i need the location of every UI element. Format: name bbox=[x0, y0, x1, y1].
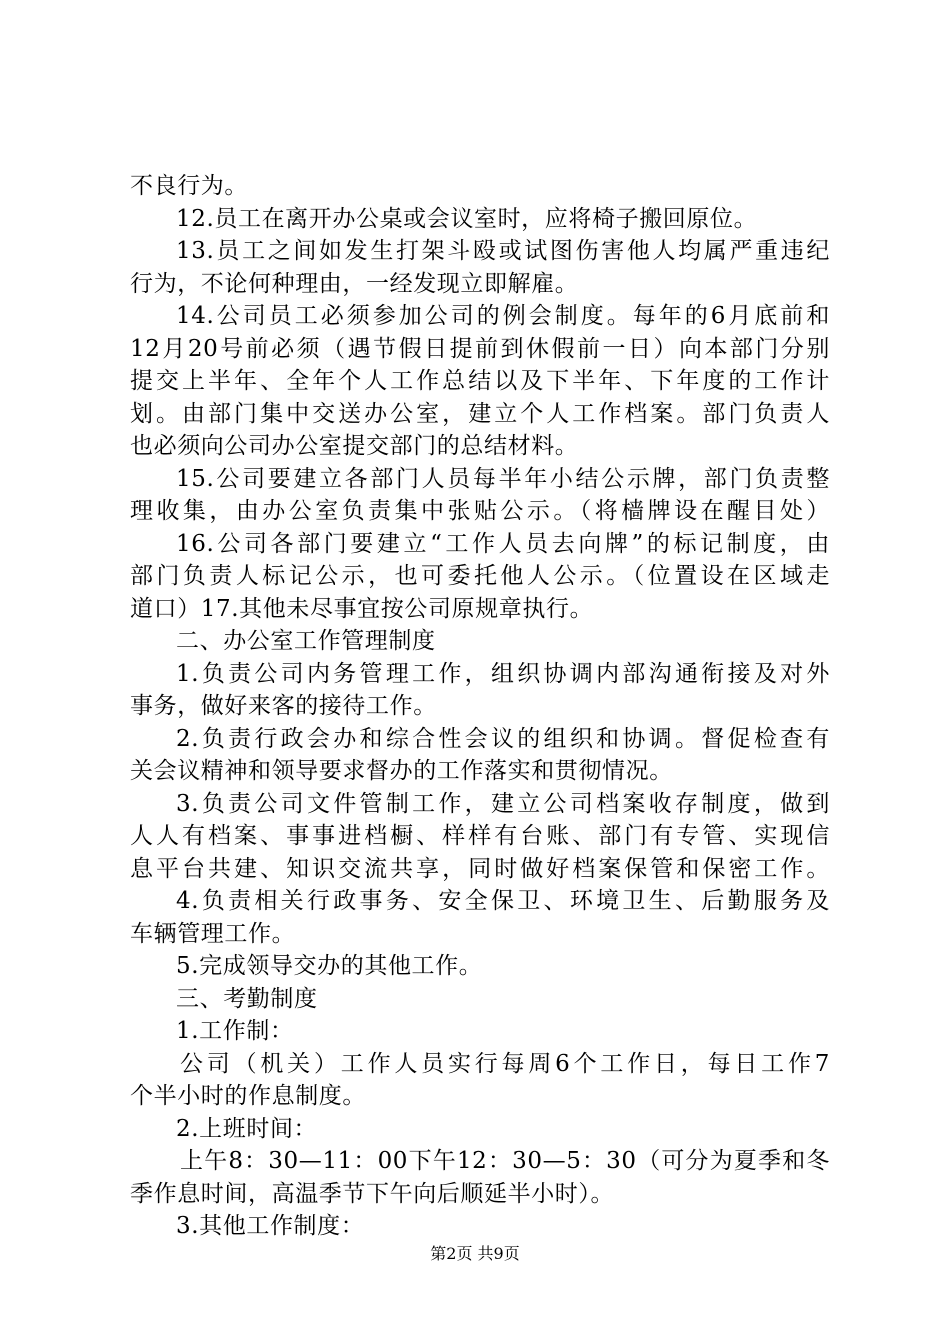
text-line: 提交上半年、全年个人工作总结以及下半年、下年度的工作计 bbox=[130, 368, 830, 394]
text-line: 关会议精神和领导要求督办的工作落实和贯彻情况。 bbox=[130, 758, 673, 784]
text-line: 3.其他工作制度： bbox=[176, 1213, 365, 1239]
page-footer bbox=[0, 1244, 950, 1264]
text-line: 16.公司各部门要建立“工作人员去向牌”的标记制度，由 bbox=[176, 530, 830, 557]
text-line: 12.员工在离开办公桌或会议室时，应将椅子搬回原位。 bbox=[176, 205, 758, 232]
text-line: 二、办公室工作管理制度 bbox=[176, 628, 436, 654]
text-line: 也必须向公司办公室提交部门的总结材料。 bbox=[130, 433, 579, 459]
text-line: 1.负责公司内务管理工作，组织协调内部沟通衔接及对外 bbox=[176, 660, 830, 687]
page-number-label: 第2页 共9页 bbox=[430, 1244, 520, 1263]
text-line: 5.完成领导交办的其他工作。 bbox=[176, 953, 483, 979]
text-line: 车辆管理工作。 bbox=[130, 920, 296, 947]
text-line: 12月20号前必须（遇节假日提前到休假前一日）向本部门分别 bbox=[130, 335, 830, 362]
text-line: 13.员工之间如发生打架斗殴或试图伤害他人均属严重违纪 bbox=[176, 238, 830, 264]
text-line: 道口）17.其他未尽事宜按公司原规章执行。 bbox=[130, 595, 594, 622]
text-line: 上午8：30—11：00下午12：30—5：30（可分为夏季和冬 bbox=[180, 1148, 830, 1174]
text-line: 14.公司员工必须参加公司的例会制度。每年的6月底前和 bbox=[176, 303, 830, 329]
text-line: 人人有档案、事事进档橱、样样有台账、部门有专管、实现信 bbox=[130, 823, 830, 849]
text-line: 季作息时间，高温季节下午向后顺延半小时）。 bbox=[130, 1180, 615, 1207]
text-line: 行为，不论何种理由，一经发现立即解雇。 bbox=[130, 270, 579, 297]
text-line: 3.负责公司文件管制工作，建立公司档案收存制度，做到 bbox=[176, 790, 830, 817]
text-line: 4.负责相关行政事务、安全保卫、环境卫生、后勤服务及 bbox=[176, 888, 830, 914]
text-line: 2.上班时间： bbox=[176, 1115, 318, 1142]
text-line: 划。由部门集中交送办公室，建立个人工作档案。部门负责人 bbox=[130, 400, 830, 427]
text-line: 15.公司要建立各部门人员每半年小结公示牌，部门负责整 bbox=[176, 465, 830, 492]
text-line: 三、考勤制度 bbox=[176, 985, 318, 1012]
text-line: 个半小时的作息制度。 bbox=[130, 1083, 366, 1109]
text-line: 息平台共建、知识交流共享，同时做好档案保管和保密工作。 bbox=[130, 855, 830, 882]
text-line: 2.负责行政会办和综合性会议的组织和协调。督促检查有 bbox=[176, 725, 830, 752]
text-line: 1.工作制： bbox=[176, 1018, 294, 1044]
text-line: 部门负责人标记公示，也可委托他人公示。（位置设在区域走 bbox=[130, 563, 830, 589]
text-line: 不良行为。 bbox=[130, 173, 248, 199]
text-line: 事务，做好来客的接待工作。 bbox=[130, 693, 437, 719]
document-body bbox=[130, 170, 830, 1243]
text-line: 理收集，由办公室负责集中张贴公示。（将樯牌设在醒目处） bbox=[130, 498, 830, 524]
text-line: 公司（机关）工作人员实行每周6个工作日，每日工作7 bbox=[180, 1050, 830, 1077]
